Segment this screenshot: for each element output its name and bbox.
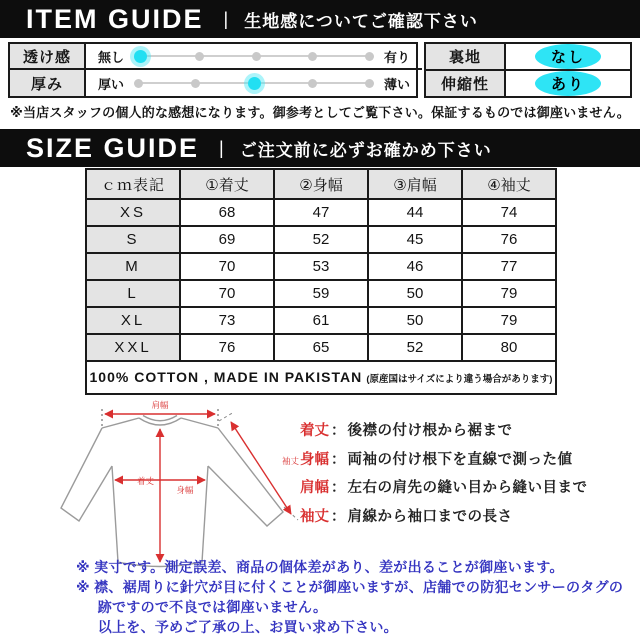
table-row bbox=[86, 307, 556, 334]
staff-disclaimer-text: ※当店スタッフの個人的な感想になります。御参考としてご覧下さい。保証するものでは御座いません。 bbox=[10, 105, 630, 120]
slider-dot bbox=[308, 79, 317, 88]
measurement-cell: 50 bbox=[368, 280, 462, 307]
measurement-cell: 73 bbox=[180, 307, 274, 334]
material-text: 100% COTTON , MADE IN PAKISTAN bbox=[89, 369, 363, 385]
body-length-measure bbox=[137, 429, 160, 562]
legend-colon: ： bbox=[331, 423, 346, 439]
legend-row bbox=[300, 448, 588, 469]
measurement-cell: 47 bbox=[274, 199, 368, 226]
slider-dot bbox=[308, 52, 317, 61]
shoulder-width-label: 肩幅 bbox=[151, 400, 169, 410]
legend-row bbox=[300, 505, 588, 526]
size-label: XXL bbox=[86, 334, 180, 361]
thickness-slider bbox=[134, 75, 374, 91]
sleeve-length-label: 袖丈 bbox=[282, 456, 300, 466]
slider-row-label: 厚み bbox=[10, 70, 86, 96]
legend-term: 身幅 bbox=[300, 451, 329, 468]
material-note-row bbox=[86, 361, 556, 394]
table-row bbox=[86, 253, 556, 280]
column-header: ④袖丈 bbox=[462, 169, 556, 199]
legend-desc: 両袖の付け根下を直線で測った値 bbox=[347, 451, 573, 468]
legend-term: 肩幅 bbox=[300, 480, 329, 496]
note-line: ※ 襟、裾周りに針穴が目に付くことが御座いますが、店舗での防犯センサーのタグの跡ですので不良では御座いません。 bbox=[76, 579, 624, 615]
measurement-cell: 61 bbox=[274, 307, 368, 334]
slider-left-label: 無し bbox=[98, 49, 125, 65]
size-table-container bbox=[85, 168, 557, 395]
attribute-label: 裏地 bbox=[426, 44, 506, 71]
measurement-cell: 44 bbox=[368, 199, 462, 226]
body-length-label: 着丈 bbox=[136, 476, 154, 486]
legend-row bbox=[300, 419, 588, 440]
size-label: S bbox=[86, 226, 180, 253]
measurement-cell: 45 bbox=[368, 226, 462, 253]
legend-colon: ： bbox=[331, 508, 346, 525]
measurement-cell: 70 bbox=[180, 253, 274, 280]
legend-colon: ： bbox=[331, 480, 346, 496]
body-width-label: 身幅 bbox=[176, 485, 194, 495]
slider-right-label: 有り bbox=[384, 49, 411, 65]
column-header: ②身幅 bbox=[274, 169, 368, 199]
slider-dot bbox=[365, 79, 374, 88]
size-guide-subtitle: ご注文前に必ずお確かめ下さい bbox=[239, 140, 492, 160]
column-header: ｃｍ表記 bbox=[86, 169, 180, 199]
shirt-outline bbox=[61, 416, 283, 567]
column-header: ③肩幅 bbox=[368, 169, 462, 199]
slider-dot bbox=[134, 79, 143, 88]
legend-desc: 肩線から袖口までの長さ bbox=[347, 508, 513, 525]
measurement-cell: 65 bbox=[274, 334, 368, 361]
slider-row-label: 透け感 bbox=[10, 44, 86, 70]
size-label: L bbox=[86, 280, 180, 307]
table-row bbox=[86, 226, 556, 253]
item-guide-title: ITEM GUIDE bbox=[26, 3, 204, 34]
size-table-header-row bbox=[86, 169, 556, 199]
measurement-cell: 80 bbox=[462, 334, 556, 361]
size-label: XS bbox=[86, 199, 180, 226]
measurement-cell: 52 bbox=[368, 334, 462, 361]
material-subtext: (原産国はサイズにより違う場合があります) bbox=[366, 374, 553, 385]
size-table bbox=[85, 168, 557, 395]
measurement-cell: 59 bbox=[274, 280, 368, 307]
measurement-cell: 79 bbox=[462, 280, 556, 307]
measurement-legend bbox=[300, 419, 588, 533]
shoulder-width-measure bbox=[102, 400, 218, 426]
slider-dot bbox=[248, 77, 261, 90]
table-row bbox=[86, 280, 556, 307]
attribute-label: 伸縮性 bbox=[426, 71, 506, 96]
column-header: ①着丈 bbox=[180, 169, 274, 199]
size-guide-header-bar bbox=[0, 129, 640, 167]
measurement-cell: 46 bbox=[368, 253, 462, 280]
item-guide-header-bar bbox=[0, 0, 640, 38]
measurement-cell: 69 bbox=[180, 226, 274, 253]
slider-right-label: 薄い bbox=[384, 76, 411, 92]
measurement-cell: 52 bbox=[274, 226, 368, 253]
table-row bbox=[86, 334, 556, 361]
measurement-cell: 68 bbox=[180, 199, 274, 226]
item-guide-subtitle: 生地感についてご確認下さい bbox=[244, 11, 478, 31]
size-guide-title: SIZE GUIDE bbox=[26, 132, 200, 163]
measurement-cell: 50 bbox=[368, 307, 462, 334]
table-row bbox=[86, 199, 556, 226]
size-label: M bbox=[86, 253, 180, 280]
measurement-cell: 74 bbox=[462, 199, 556, 226]
lining-value-badge: なし bbox=[535, 44, 601, 69]
legend-term: 着丈 bbox=[300, 423, 329, 439]
slider-dot bbox=[191, 79, 200, 88]
measurement-cell: 76 bbox=[180, 334, 274, 361]
measurement-cell: 77 bbox=[462, 253, 556, 280]
legend-row bbox=[300, 476, 588, 497]
measurement-cell: 76 bbox=[462, 226, 556, 253]
legend-desc: 後襟の付け根から裾まで bbox=[347, 423, 513, 439]
slider-dot bbox=[252, 52, 261, 61]
slider-dot bbox=[365, 52, 374, 61]
slider-left-label: 厚い bbox=[98, 76, 125, 92]
sheerness-slider bbox=[134, 48, 374, 64]
header-separator: | bbox=[219, 137, 224, 158]
thickness-slider-row bbox=[86, 70, 422, 96]
legend-term: 袖丈 bbox=[300, 508, 329, 525]
slider-dot bbox=[134, 50, 147, 63]
measurement-cell: 70 bbox=[180, 280, 274, 307]
legend-desc: 左右の肩先の縫い目から縫い目まで bbox=[347, 480, 588, 496]
sleeve-length-measure bbox=[219, 412, 300, 520]
header-separator: | bbox=[223, 8, 229, 29]
purchase-notes bbox=[76, 558, 626, 638]
slider-dot bbox=[195, 52, 204, 61]
sheerness-slider-row bbox=[86, 44, 422, 70]
legend-colon: ： bbox=[331, 451, 346, 468]
material-note-cell bbox=[86, 361, 556, 394]
note-line: ※ 実寸です。測定誤差、商品の個体差があり、差が出ることが御座います。 bbox=[76, 559, 564, 575]
note-line: 以上を、予めご了承の上、お買い求め下さい。 bbox=[97, 618, 398, 635]
fabric-slider-table bbox=[8, 42, 418, 98]
stretch-value-badge: あり bbox=[535, 71, 601, 96]
attribute-value-cell bbox=[506, 71, 630, 96]
fabric-attribute-table bbox=[424, 42, 632, 98]
measurement-cell: 79 bbox=[462, 307, 556, 334]
attribute-value-cell bbox=[506, 44, 630, 71]
measurement-cell: 53 bbox=[274, 253, 368, 280]
size-label: XL bbox=[86, 307, 180, 334]
